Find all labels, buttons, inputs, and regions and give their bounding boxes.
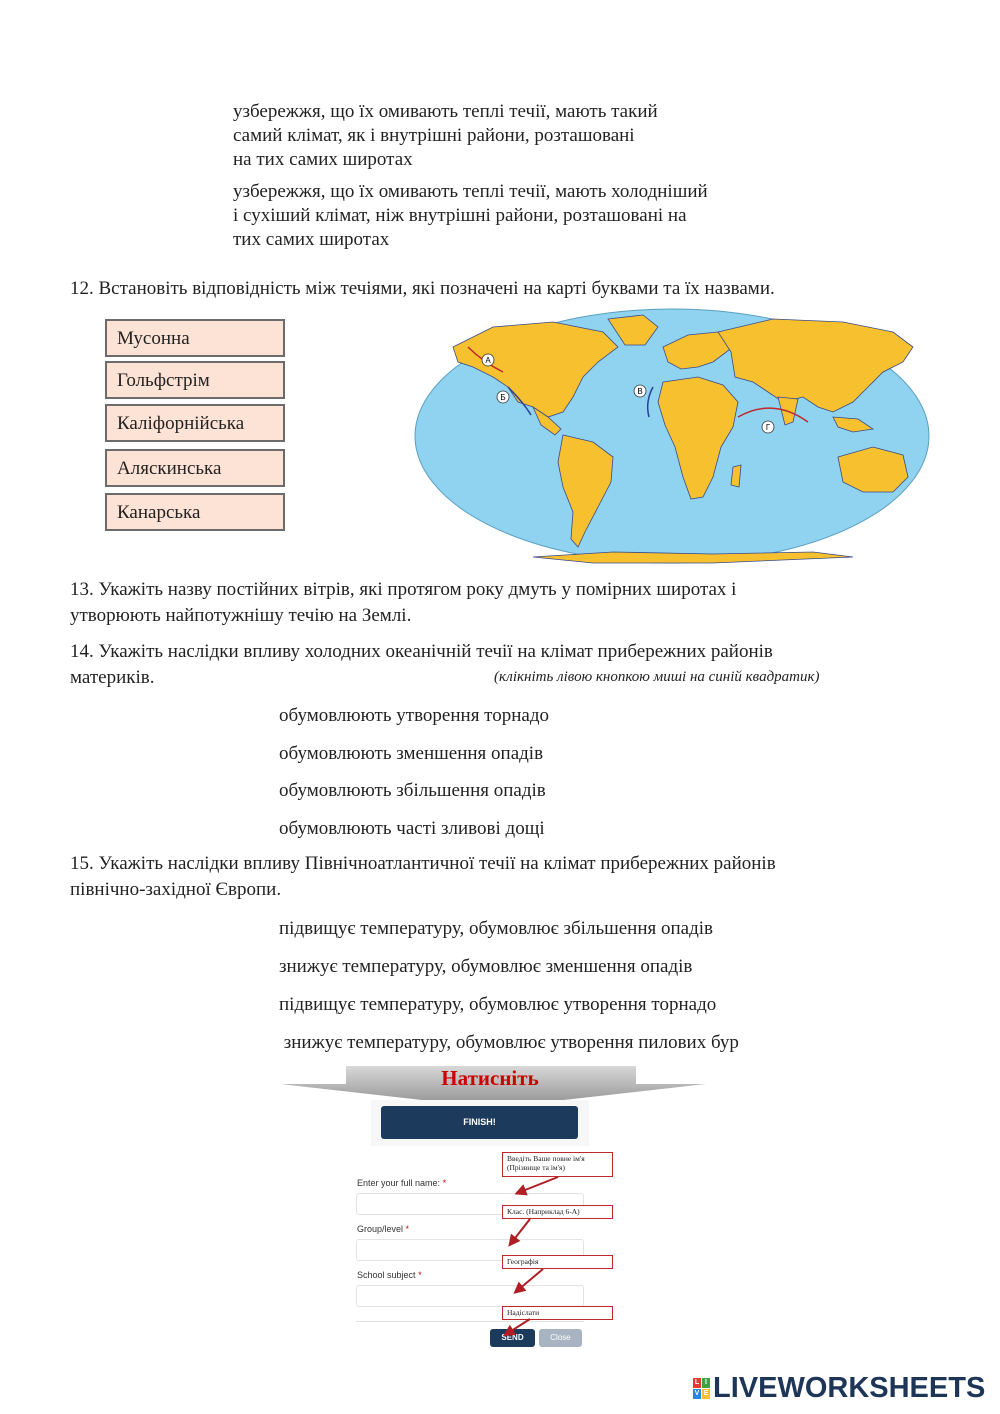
q13-text: 13. Укажіть назву постійних вітрів, які протягом року дмуть у помірних широтах і утворюють найпотужнішу течію на Землі.	[70, 579, 737, 626]
required-mark: *	[405, 1224, 410, 1234]
arrow-to-send	[508, 1319, 530, 1333]
current-box-canary[interactable]: Канарська	[105, 493, 285, 531]
q14-text-line2: материків.	[70, 667, 155, 688]
map-label-b: Б	[500, 393, 506, 402]
q14-option-1[interactable]: обумовлюють утворення торнадо	[279, 705, 549, 726]
note-subject: Географія	[502, 1255, 613, 1269]
liveworksheets-logo-text: LIVEWORKSHEETS	[713, 1372, 986, 1404]
arrow-to-subject	[518, 1269, 543, 1290]
logo-letter-e: E	[703, 1390, 709, 1397]
note-send: Надіслати	[502, 1306, 613, 1320]
q15-option-3[interactable]: підвищує температуру, обумовлює утворення торнадо	[279, 994, 717, 1015]
group-label-text: Group/level	[357, 1224, 404, 1234]
required-mark: *	[442, 1178, 447, 1188]
q11-option-2[interactable]: узбережжя, що їх омивають теплі течії, мають холодніший і сухіший клімат, ніж внутрішні райони, розташовані на тих самих широтах	[233, 181, 708, 250]
note-arrows	[500, 1170, 580, 1350]
group-label	[357, 1224, 409, 1234]
map-label-a: А	[485, 356, 491, 365]
current-box-monsoon[interactable]: Мусонна	[105, 319, 285, 357]
q15-option-2[interactable]: знижує температуру, обумовлює зменшення опадів	[279, 956, 693, 977]
logo-letter-v: V	[694, 1390, 700, 1397]
subject-label-text: School subject	[357, 1270, 416, 1280]
close-button[interactable]: Close	[539, 1329, 582, 1347]
liveworksheets-logo-icon	[693, 1378, 711, 1400]
press-label: Натисніть	[441, 1066, 539, 1090]
note-fullname: Введіть Ваше повне ім'я (Прізвище та ім'я)	[502, 1152, 613, 1177]
q14-option-2[interactable]: обумовлюють зменшення опадів	[279, 743, 544, 764]
map-label-g: Г	[765, 423, 771, 432]
world-map	[413, 307, 931, 565]
logo-letter-i: I	[702, 1378, 710, 1388]
q12-text: 12. Встановіть відповідність між течіями, які позначені на карті буквами та їх назвами.	[70, 278, 775, 299]
q15-option-1[interactable]: підвищує температуру, обумовлює збільшення опадів	[279, 918, 714, 939]
q15-option-4[interactable]: знижує температуру, обумовлює утворення пилових бур	[279, 1032, 739, 1053]
current-box-californian[interactable]: Каліфорнійська	[105, 404, 285, 442]
q14-option-3[interactable]: обумовлюють збільшення опадів	[279, 780, 546, 801]
arrow-to-fullname	[520, 1177, 558, 1192]
current-box-alaskan[interactable]: Аляскинська	[105, 449, 285, 487]
map-label-v: В	[637, 387, 643, 396]
fullname-label	[357, 1178, 446, 1188]
send-button[interactable]: SEND	[490, 1329, 535, 1347]
note-group: Клас. (Наприклад 6-А)	[502, 1205, 613, 1219]
finish-button[interactable]: FINISH!	[381, 1106, 578, 1139]
q15-text: 15. Укажіть наслідки впливу Північноатлантичної течії на клімат прибережних районів північно-західної Європи.	[70, 853, 776, 900]
q14-option-4[interactable]: обумовлюють часті зливові дощі	[279, 818, 545, 839]
arrow-to-group	[512, 1219, 530, 1242]
q14-hint: (клікніть лівою кнопкою миші на синій квадратик)	[494, 669, 820, 685]
logo-letter-l: L	[694, 1379, 700, 1386]
q11-option-1[interactable]: узбережжя, що їх омивають теплі течії, мають такий самий клімат, як і внутрішні райони, розташовані на тих самих широтах	[233, 101, 658, 170]
subject-label	[357, 1270, 422, 1280]
fullname-label-text: Enter your full name:	[357, 1178, 441, 1188]
required-mark: *	[418, 1270, 422, 1280]
current-box-gulfstream[interactable]: Гольфстрім	[105, 361, 285, 399]
q14-text-line1: 14. Укажіть наслідки впливу холодних океанічній течії на клімат прибережних районів	[70, 641, 773, 662]
